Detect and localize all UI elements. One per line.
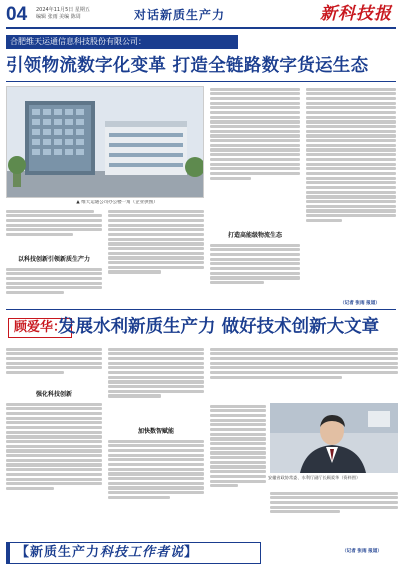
date-line: 2024年11月5日 星期五 [36, 7, 90, 13]
article2-column-5 [270, 490, 398, 530]
article2-headline: 发展水利新质生产力 做好技术创新大文章 [58, 317, 380, 337]
building-photo [6, 86, 204, 198]
article2-tag: 顾爱华： [8, 318, 72, 338]
article1-subhead-2: 打造高能级物流生态 [227, 232, 282, 239]
article1-column-3 [210, 86, 300, 228]
article1-column-4 [306, 86, 396, 298]
article2-subhead-1: 强化科技创新 [35, 391, 72, 398]
section-title: 对话新质生产力 [134, 8, 226, 22]
editor-line: 编辑 张雨 美编 陈周 [36, 14, 81, 20]
footer-banner-prefix: 【新质生产力 [16, 545, 101, 560]
footer-banner [6, 542, 261, 564]
footer-banner-emphasis: 科技工作者说 [100, 545, 185, 560]
photo-caption: ▲ 维天运通公司办公楼一角（企业供图） [76, 200, 158, 205]
article-separator [6, 309, 396, 310]
article1-column-3b [210, 242, 300, 306]
headline-rule [6, 81, 396, 82]
article2-author: （记者 张雨 报道） [342, 549, 382, 554]
footer-banner-suffix: 】 [184, 545, 199, 560]
article1-column-1 [6, 208, 102, 252]
article1-kicker: 合肥维天运通信息科技股份有限公司： [6, 35, 238, 49]
page-number: 04 [6, 4, 28, 25]
article2-column-2b [108, 438, 204, 536]
article1-headline: 引领物流数字化变革 打造全链路数字货运生态 [6, 56, 369, 76]
header-rule [6, 27, 396, 29]
building-image [7, 87, 204, 198]
article2-column-4 [210, 403, 266, 536]
portrait-caption: 安徽省政协常委、水利厅副厅长顾爱华（资料图） [268, 475, 361, 480]
article1-author: （记者 张雨 报道） [340, 301, 380, 306]
article2-column-1 [6, 346, 102, 386]
article2-column-2 [108, 346, 204, 424]
portrait-photo [270, 403, 398, 473]
date-info [36, 7, 106, 21]
portrait-image [270, 403, 398, 473]
article1-column-2 [108, 208, 204, 306]
article2-subhead-2: 加快数智赋能 [137, 428, 174, 435]
article1-subhead-1: 以科技创新引领新质生产力 [17, 256, 90, 263]
article2-column-3 [210, 346, 398, 398]
article2-column-1b [6, 401, 102, 535]
newspaper-masthead: 新科技报 [320, 4, 392, 24]
article1-column-1b [6, 266, 102, 306]
